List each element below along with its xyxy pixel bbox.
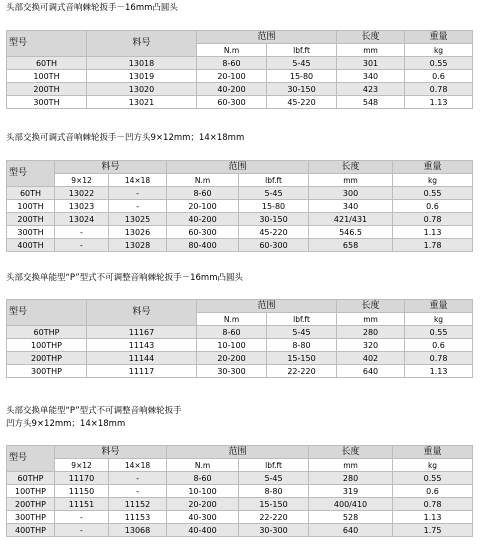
cell: 100THP <box>7 339 87 352</box>
cell: 8-60 <box>167 472 239 485</box>
table-row <box>7 472 473 485</box>
cell: 13024 <box>55 213 109 226</box>
cell: 30-150 <box>267 83 337 96</box>
cell: 8-80 <box>239 485 309 498</box>
cell: 300TH <box>7 96 87 109</box>
unit-lbf: lbf.ft <box>239 174 309 187</box>
table-row <box>7 485 473 498</box>
cell: 11152 <box>109 498 167 511</box>
cell: 22-220 <box>239 511 309 524</box>
cell: 1.13 <box>405 96 473 109</box>
part-no-header: 料号 <box>87 31 197 57</box>
cell: - <box>109 472 167 485</box>
part-no-header: 料号 <box>87 300 197 326</box>
cell: 300THP <box>7 511 55 524</box>
cell: 40-200 <box>167 213 239 226</box>
table-row <box>7 57 473 70</box>
spec-table-3 <box>6 299 473 378</box>
table-row <box>7 187 473 200</box>
cell: 8-60 <box>197 57 267 70</box>
cell: 8-60 <box>197 326 267 339</box>
cell: 10-100 <box>197 339 267 352</box>
weight-header: 重量 <box>405 300 473 313</box>
cell: 0.78 <box>393 498 473 511</box>
cell: 60-300 <box>239 239 309 252</box>
cell: 5-45 <box>267 326 337 339</box>
cell: 0.78 <box>405 352 473 365</box>
cell: 546.5 <box>309 226 393 239</box>
cell: 60THP <box>7 326 87 339</box>
cell: 60TH <box>7 187 55 200</box>
cell: 11153 <box>109 511 167 524</box>
cell: 15-80 <box>267 70 337 83</box>
unit-mm: mm <box>337 313 405 326</box>
model-header: 型号 <box>7 31 87 57</box>
cell: 60TH <box>7 57 87 70</box>
cell: 10-100 <box>167 485 239 498</box>
spec-table-2 <box>6 160 473 252</box>
cell: 1.78 <box>393 239 473 252</box>
table-row <box>7 511 473 524</box>
cell: 40-300 <box>167 511 239 524</box>
range-header: 范围 <box>197 31 337 44</box>
cell: 1.13 <box>405 365 473 378</box>
cell: 1.13 <box>393 226 473 239</box>
length-header: 长度 <box>309 161 393 174</box>
cell: 300 <box>309 187 393 200</box>
unit-nm: N.m <box>197 44 267 57</box>
cell: 8-60 <box>167 187 239 200</box>
cell: 40-400 <box>167 524 239 537</box>
table-row <box>7 83 473 96</box>
weight-header: 重量 <box>393 161 473 174</box>
table-row <box>7 326 473 339</box>
cell: 20-200 <box>167 498 239 511</box>
unit-lbf: lbf.ft <box>267 44 337 57</box>
table-row <box>7 365 473 378</box>
cell: 200TH <box>7 83 87 96</box>
cell: 0.78 <box>405 83 473 96</box>
cell: 340 <box>337 70 405 83</box>
unit-kg: kg <box>405 44 473 57</box>
table-row <box>7 339 473 352</box>
cell: 320 <box>337 339 405 352</box>
cell: 13068 <box>109 524 167 537</box>
cell: - <box>109 187 167 200</box>
section-4-subtitle: 凹方头9×12mm；14×18mm <box>6 419 126 429</box>
unit-lbf: lbf.ft <box>239 459 309 472</box>
table-row <box>7 213 473 226</box>
cell: 0.6 <box>393 485 473 498</box>
cell: 60THP <box>7 472 55 485</box>
table-header-row <box>7 31 473 44</box>
model-header: 型号 <box>7 161 55 187</box>
cell: 20-100 <box>167 200 239 213</box>
length-header: 长度 <box>337 31 405 44</box>
cell: - <box>55 524 109 537</box>
cell: 548 <box>337 96 405 109</box>
cell: 13023 <box>55 200 109 213</box>
cell: 11151 <box>55 498 109 511</box>
cell: 0.6 <box>405 339 473 352</box>
cell: 60-300 <box>197 96 267 109</box>
cell: - <box>109 485 167 498</box>
cell: 13022 <box>55 187 109 200</box>
cell: 100TH <box>7 70 87 83</box>
cell: - <box>55 511 109 524</box>
table-row <box>7 352 473 365</box>
sq-14x18-header: 14×18 <box>109 174 167 187</box>
cell: 423 <box>337 83 405 96</box>
cell: 280 <box>337 326 405 339</box>
cell: 20-200 <box>197 352 267 365</box>
table-row <box>7 70 473 83</box>
table-row <box>7 239 473 252</box>
cell: 0.6 <box>393 200 473 213</box>
table-header-row <box>7 300 473 313</box>
sq-14x18-header: 14×18 <box>109 459 167 472</box>
cell: 100THP <box>7 485 55 498</box>
cell: - <box>109 200 167 213</box>
table-row <box>7 96 473 109</box>
unit-nm: N.m <box>167 459 239 472</box>
cell: 421/431 <box>309 213 393 226</box>
cell: 400THP <box>7 524 55 537</box>
cell: 13021 <box>87 96 197 109</box>
cell: 45-220 <box>267 96 337 109</box>
table-row <box>7 200 473 213</box>
cell: 200TH <box>7 213 55 226</box>
cell: 400TH <box>7 239 55 252</box>
cell: 340 <box>309 200 393 213</box>
cell: 11144 <box>87 352 197 365</box>
spec-table-4 <box>6 445 473 537</box>
range-header: 范围 <box>197 300 337 313</box>
table-header-row <box>7 446 473 459</box>
cell: 30-300 <box>197 365 267 378</box>
unit-mm: mm <box>337 44 405 57</box>
cell: 528 <box>309 511 393 524</box>
cell: 40-200 <box>197 83 267 96</box>
cell: 5-45 <box>267 57 337 70</box>
cell: 11170 <box>55 472 109 485</box>
cell: 30-150 <box>239 213 309 226</box>
length-header: 长度 <box>337 300 405 313</box>
section-3-title: 头部交换单能型“P”型式不可调整音响棘轮扳手－16mm凸圆头 <box>6 273 243 283</box>
table-unit-row <box>7 174 473 187</box>
cell: 60-300 <box>167 226 239 239</box>
cell: 1.13 <box>393 511 473 524</box>
length-header: 长度 <box>309 446 393 459</box>
cell: 5-45 <box>239 187 309 200</box>
cell: 20-100 <box>197 70 267 83</box>
cell: 0.78 <box>393 213 473 226</box>
cell: 30-300 <box>239 524 309 537</box>
sq-9x12-header: 9×12 <box>55 459 109 472</box>
unit-mm: mm <box>309 174 393 187</box>
part-no-header: 料号 <box>55 446 167 459</box>
weight-header: 重量 <box>393 446 473 459</box>
unit-mm: mm <box>309 459 393 472</box>
cell: 0.55 <box>393 187 473 200</box>
table-header-row <box>7 161 473 174</box>
cell: 15-150 <box>267 352 337 365</box>
cell: 15-150 <box>239 498 309 511</box>
cell: 402 <box>337 352 405 365</box>
model-header: 型号 <box>7 300 87 326</box>
section-4-title: 头部交换单能型“P”型式不可调整音响棘轮扳手 <box>6 406 182 416</box>
cell: 280 <box>309 472 393 485</box>
unit-kg: kg <box>393 174 473 187</box>
model-header: 型号 <box>7 446 55 472</box>
cell: 300THP <box>7 365 87 378</box>
unit-lbf: lbf.ft <box>267 313 337 326</box>
cell: 640 <box>309 524 393 537</box>
section-2-title: 头部交换可调式音响棘轮扳手－凹方头9×12mm；14×18mm <box>6 133 245 143</box>
spec-table-1 <box>6 30 473 109</box>
sq-9x12-header: 9×12 <box>55 174 109 187</box>
cell: - <box>55 226 109 239</box>
cell: 13018 <box>87 57 197 70</box>
table-row <box>7 524 473 537</box>
cell: 300TH <box>7 226 55 239</box>
cell: 200THP <box>7 498 55 511</box>
cell: 301 <box>337 57 405 70</box>
range-header: 范围 <box>167 446 309 459</box>
weight-header: 重量 <box>405 31 473 44</box>
cell: 13025 <box>109 213 167 226</box>
cell: 0.55 <box>393 472 473 485</box>
cell: 1.75 <box>393 524 473 537</box>
cell: 13028 <box>109 239 167 252</box>
unit-kg: kg <box>393 459 473 472</box>
cell: 13019 <box>87 70 197 83</box>
cell: 15-80 <box>239 200 309 213</box>
cell: 640 <box>337 365 405 378</box>
cell: - <box>55 239 109 252</box>
unit-kg: kg <box>405 313 473 326</box>
cell: 11150 <box>55 485 109 498</box>
cell: 100TH <box>7 200 55 213</box>
cell: 0.6 <box>405 70 473 83</box>
cell: 11143 <box>87 339 197 352</box>
cell: 11167 <box>87 326 197 339</box>
cell: 400/410 <box>309 498 393 511</box>
table-unit-row <box>7 459 473 472</box>
table-row <box>7 498 473 511</box>
cell: 0.55 <box>405 326 473 339</box>
table-row <box>7 226 473 239</box>
cell: 13026 <box>109 226 167 239</box>
section-1-title: 头部交换可调式音响棘轮扳手－16mm凸圆头 <box>6 3 178 13</box>
cell: 80-400 <box>167 239 239 252</box>
cell: 5-45 <box>239 472 309 485</box>
cell: 200THP <box>7 352 87 365</box>
part-no-header: 料号 <box>55 161 167 174</box>
unit-nm: N.m <box>197 313 267 326</box>
cell: 11117 <box>87 365 197 378</box>
cell: 319 <box>309 485 393 498</box>
cell: 22-220 <box>267 365 337 378</box>
cell: 8-80 <box>267 339 337 352</box>
cell: 0.55 <box>405 57 473 70</box>
cell: 13020 <box>87 83 197 96</box>
range-header: 范围 <box>167 161 309 174</box>
unit-nm: N.m <box>167 174 239 187</box>
cell: 658 <box>309 239 393 252</box>
cell: 45-220 <box>239 226 309 239</box>
